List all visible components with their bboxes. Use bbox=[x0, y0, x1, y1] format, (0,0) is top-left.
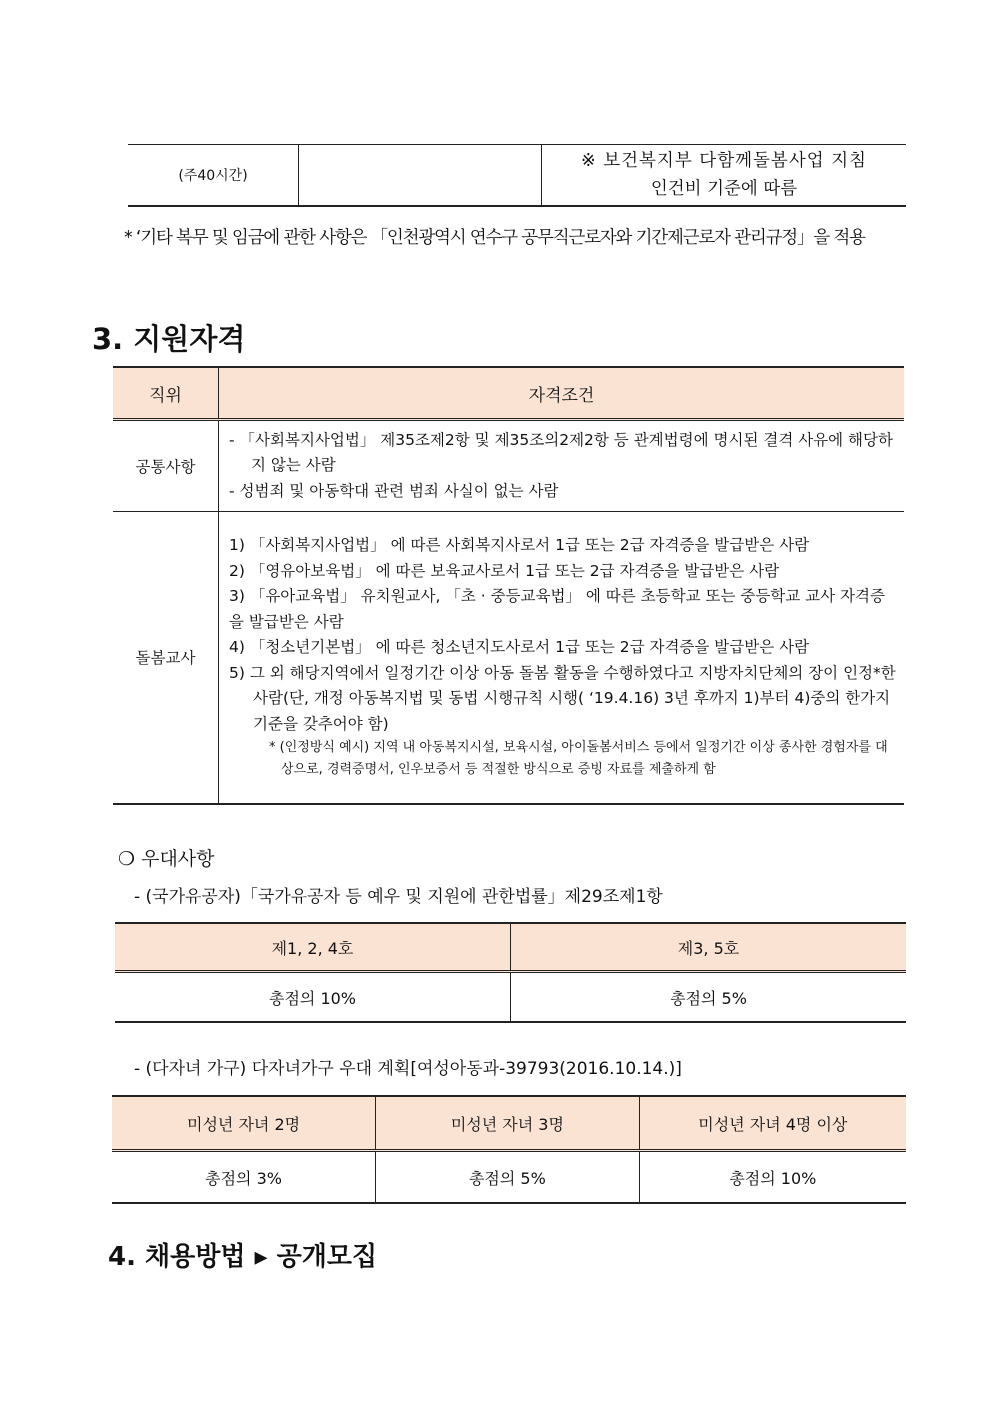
multichild-value: 총점의 3% bbox=[112, 1151, 376, 1204]
salary-note-line2: 인건비 기준에 따름 bbox=[650, 179, 798, 199]
multichild-bonus-table bbox=[112, 1095, 906, 1204]
condition-line: 3) 「유아교육법」 유치원교사, 「초 · 중등교육법」 에 따른 초등학교 또는 중등학교 교사 자격증을 발급받은 사람 bbox=[229, 587, 885, 631]
condition-footnote: * (인정방식 예시) 지역 내 아동복지시설, 보육시설, 아이돌봄서비스 등에서 일정기간 이상 종사한 경험자를 대상으로, 경력증명서, 인우보증서 등 적절한 방식으로 증빙 자료를 제출하게 함 bbox=[269, 740, 888, 778]
work-hours-cell: (주40시간) bbox=[128, 145, 299, 207]
merit-value: 총점의 10% bbox=[115, 972, 511, 1023]
condition-line: 4) 「청소년기본법」 에 따른 청소년지도사로서 1급 또는 2급 자격증을 발급받은 사람 bbox=[229, 638, 810, 657]
multichild-header: 미성년 자녀 3명 bbox=[376, 1096, 640, 1151]
multichild-subtitle: - (다자녀 가구) 다자녀가구 우대 계획[여성아동과-39793(2016.10.14.)] bbox=[134, 1059, 682, 1079]
header-requirements: 자격조건 bbox=[219, 367, 905, 420]
multichild-header: 미성년 자녀 2명 bbox=[112, 1096, 376, 1151]
multichild-header: 미성년 자녀 4명 이상 bbox=[639, 1096, 906, 1151]
role-common: 공통사항 bbox=[113, 420, 219, 512]
condition-line: 5) 그 외 해당지역에서 일정기간 이상 아동 돌봄 활동을 수행하였다고 지방자치단체의 장이 인정*한 사람(단, 개정 아동복지법 및 동법 시행규칙 시행( ‘19.4.16) 3년 후까지 1)부터 4)중의 한가지 기준을 갖추어야 함) bbox=[229, 663, 896, 733]
role-care-teacher: 돌봄교사 bbox=[113, 512, 219, 804]
salary-note-cell bbox=[542, 145, 907, 207]
salary-note-line1: ※ 보건복지부 다함께돌봄사업 지침 bbox=[580, 151, 868, 171]
merit-value: 총점의 5% bbox=[511, 972, 907, 1023]
circle-bullet-icon: ❍ bbox=[118, 848, 136, 870]
multichild-value: 총점의 5% bbox=[376, 1151, 640, 1204]
merit-header: 제3, 5호 bbox=[511, 923, 907, 972]
condition-line: - 「사회복지사업법」 제35조제2항 및 제35조의2제2항 등 관계법령에 명시된 결격 사유에 해당하지 않는 사람 bbox=[229, 430, 893, 475]
empty-cell bbox=[299, 145, 542, 207]
section-title-qualifications: 3. 지원자격 bbox=[92, 322, 246, 356]
section-title-recruitment: 4. 채용방법 ▸ 공개모집 bbox=[108, 1242, 378, 1272]
header-position: 직위 bbox=[113, 367, 219, 420]
preferences-title-text: 우대사항 bbox=[141, 848, 215, 870]
preferences-title bbox=[118, 844, 215, 871]
multichild-value: 총점의 10% bbox=[639, 1151, 906, 1204]
merit-header: 제1, 2, 4호 bbox=[115, 923, 511, 972]
condition-line: 2) 「영유아보육법」 에 따른 보육교사로서 1급 또는 2급 자격증을 발급받은 사람 bbox=[229, 561, 780, 580]
condition-line: - 성범죄 및 아동학대 관련 범죄 사실이 없는 사람 bbox=[229, 481, 559, 500]
care-teacher-conditions bbox=[219, 512, 905, 804]
regulation-note: * ‘기타 복무 및 임금에 관한 사항은 「인천광역시 연수구 공무직근로자와 기간제근로자 관리규정」을 적용 bbox=[124, 228, 865, 248]
qualification-table bbox=[113, 366, 904, 805]
common-conditions bbox=[219, 420, 905, 512]
work-hours-table bbox=[128, 144, 906, 207]
merit-subtitle: - (국가유공자)「국가유공자 등 예우 및 지원에 관한법률」제29조제1항 bbox=[134, 887, 663, 907]
merit-bonus-table bbox=[115, 922, 906, 1023]
condition-line: 1) 「사회복지사업법」 에 따른 사회복지사로서 1급 또는 2급 자격증을 발급받은 사람 bbox=[229, 536, 810, 555]
